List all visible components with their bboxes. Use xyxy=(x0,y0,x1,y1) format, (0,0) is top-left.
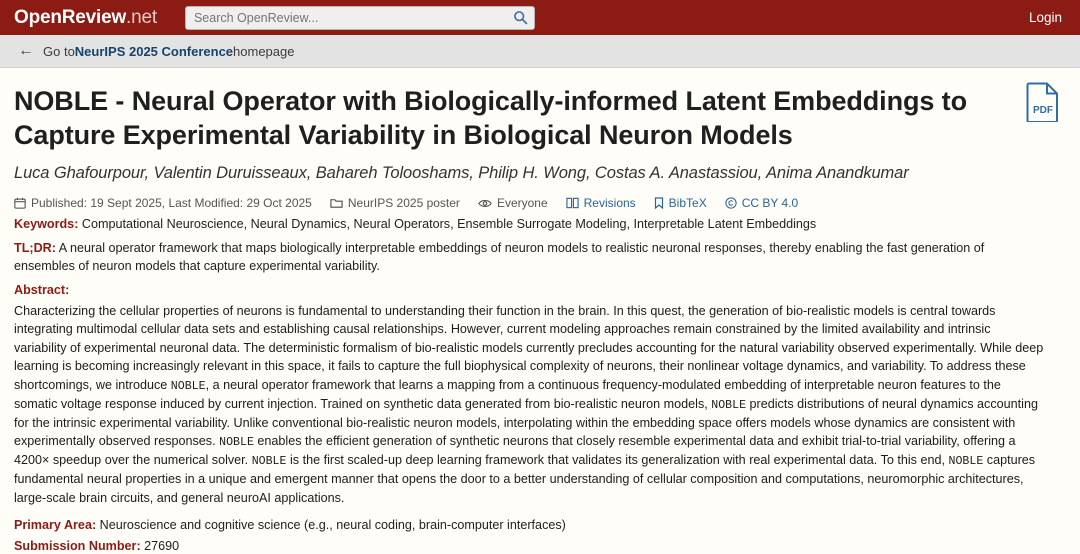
bookmark-icon xyxy=(654,197,664,209)
paper-meta-row xyxy=(14,196,1046,210)
meta-published xyxy=(14,196,312,210)
search-input[interactable] xyxy=(185,6,535,30)
meta-license[interactable] xyxy=(725,196,798,210)
tldr-value: A neural operator framework that maps biologically interpretable embeddings of neuron models to realistic neuronal responses, thereby enabling the fast generation of ensembles of neuron models that capture experimental variability. xyxy=(14,240,985,273)
author-list: Luca Ghafourpour, Valentin Duruisseaux, Bahareh Tolooshams, Philip H. Wong, Costas A. Anastassiou, Anima Anandkumar xyxy=(14,164,909,183)
tldr-label: TL;DR: xyxy=(14,240,56,255)
site-logo[interactable] xyxy=(14,7,157,29)
abstract-field xyxy=(14,282,1046,508)
submission-number-label: Submission Number: xyxy=(14,539,141,554)
breadcrumb-suffix: homepage xyxy=(233,43,295,59)
abstract-segment: predicts distributions of neural dynamics accounting for the intrinsic experimental variability. Unlike conventional bio-realistic neuron models, interpolating within the embedding space offers models whose dynamics are consistent with experimentally observed responses. xyxy=(14,396,1038,449)
abstract-model-name: NOBLE xyxy=(219,436,254,450)
meta-published-text: Published: 19 Sept 2025, Last Modified: 29 Oct 2025 xyxy=(31,196,312,211)
abstract-segment: captures fundamental neural properties in a unique and emergent manner that opens the door to a better understanding of cellular composition and computations, neuromorphic architectures, large-scale brain circuits, and general neuroAI applications. xyxy=(14,453,1036,505)
eye-icon xyxy=(478,198,492,209)
meta-bibtex[interactable] xyxy=(654,196,707,210)
meta-readers xyxy=(478,196,548,210)
abstract-model-name: NOBLE xyxy=(170,379,206,393)
breadcrumb xyxy=(0,35,1080,68)
calendar-icon xyxy=(14,197,26,209)
abstract-segment: Characterizing the cellular properties of neurons is fundamental to understanding their function in the brain. In this quest, the generation of bio-realistic models is central towards integrating multimodal cellular data sets and establishing causal relationships. However, current modeling approaches remain constrained by the limited availability and intrinsic variability of experimental neuronal data. The deterministic formalism of bio-realistic models currently precludes accounting for the natural variability observed experimentally. While deep learning is becoming increasingly relevant in this space, it fails to capture the full biophysical complexity of neurons, their nonlinear voltage dynamics, and variability. To address these shortcomings, we introduce xyxy=(14,303,1044,392)
pdf-download-icon[interactable] xyxy=(1026,82,1060,122)
bottom-fields xyxy=(14,517,1046,554)
abstract-label: Abstract: xyxy=(14,282,70,297)
search-icon[interactable] xyxy=(513,10,528,25)
primary-area-value: Neuroscience and cognitive science (e.g., neural coding, brain-computer interfaces) xyxy=(99,518,566,533)
login-link[interactable]: Login xyxy=(1028,10,1062,25)
revisions-icon xyxy=(566,197,579,209)
svg-text:PDF: PDF xyxy=(1033,105,1053,116)
keywords-label: Keywords: xyxy=(14,217,79,232)
abstract-segment: enables the efficient generation of synthetic neurons that closely resemble experimental data and exhibit trial-to-trial variability, offering a 4200× speedup over the numerical solver. xyxy=(14,434,1016,468)
abstract-model-name: NOBLE xyxy=(251,455,287,469)
meta-revisions-text[interactable]: Revisions xyxy=(583,196,636,211)
breadcrumb-prefix: Go to xyxy=(43,43,75,59)
meta-readers-text: Everyone xyxy=(496,196,548,211)
keywords-field xyxy=(14,216,1046,234)
meta-bibtex-text[interactable]: BibTeX xyxy=(668,196,707,211)
abstract-model-name: NOBLE xyxy=(948,455,984,469)
submission-number-value: 27690 xyxy=(144,539,180,554)
folder-icon xyxy=(330,197,343,209)
meta-venue-text: NeurIPS 2025 poster xyxy=(347,196,460,211)
primary-area-field xyxy=(14,517,1046,535)
abstract-segment: , a neural operator framework that learns a mapping from a continuous frequency-modulated embedding of interpretable neuron features to the somatic voltage response induced by current injection. Trained on synthetic data generated from bio-realistic neuron models, xyxy=(14,377,1001,411)
primary-area-label: Primary Area: xyxy=(14,518,97,533)
cc-icon xyxy=(725,197,737,209)
submission-number-field xyxy=(14,538,1046,554)
keywords-value: Computational Neuroscience, Neural Dynamics, Neural Operators, Ensemble Surrogate Modeling, Interpretable Latent Embeddings xyxy=(81,217,817,232)
meta-venue xyxy=(330,196,460,210)
tldr-field xyxy=(14,240,1046,276)
page-title: NOBLE - Neural Operator with Biologically-informed Latent Embeddings to Capture Experimental Variability in Biological Neuron Models xyxy=(14,86,967,151)
meta-license-text[interactable]: CC BY 4.0 xyxy=(741,196,799,211)
abstract-text xyxy=(14,302,1046,508)
top-navbar xyxy=(0,0,1080,35)
left-arrow-icon[interactable]: ← xyxy=(18,42,34,59)
site-logo-main: OpenReview xyxy=(14,6,127,28)
meta-revisions[interactable] xyxy=(566,196,636,210)
abstract-model-name: NOBLE xyxy=(711,398,747,412)
search-container xyxy=(185,6,535,30)
abstract-segment: is the first scaled-up deep learning framework that validates its generalization with real experimental data. To this end, xyxy=(286,453,949,468)
paper-content xyxy=(0,68,1080,554)
site-logo-suffix: .net xyxy=(126,6,157,28)
breadcrumb-venue-link[interactable]: NeurIPS 2025 Conference xyxy=(74,43,234,59)
